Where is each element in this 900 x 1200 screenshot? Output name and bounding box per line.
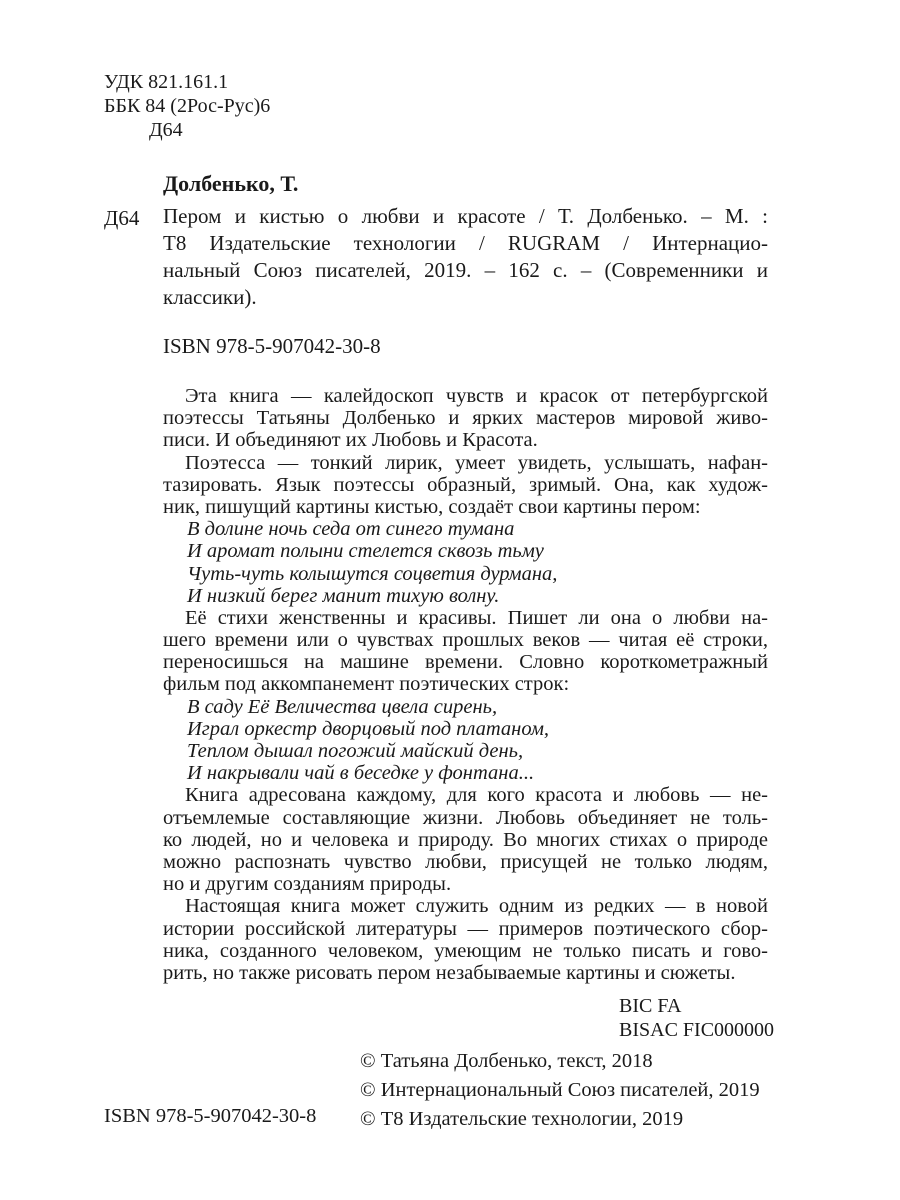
isbn-top: ISBN 978-5-907042-30-8 (163, 334, 381, 358)
poem-line: Играл оркестр дворцовый под платаном, (187, 717, 550, 740)
bib-line: Пером и кистью о любви и красоте / Т. Долбенько. – М. : (163, 204, 768, 228)
annotation-line: отъемлемые составляющие жизни. Любовь объединяет не толь- (163, 806, 768, 829)
annotation-line: но и другим созданиям природы. (163, 873, 452, 896)
annotation-line: Её стихи женственны и красивы. Пишет ли она о любви на- (185, 606, 768, 629)
bisac-code: BISAC FIC000000 (619, 1019, 775, 1041)
poem-line: В саду Её Величества цвела сирень, (187, 695, 498, 718)
annotation-line: Эта книга — калейдоскоп чувств и красок от петербургской (185, 385, 768, 407)
bbk-code: ББК 84 (2Рос-Рус)6 (104, 95, 271, 117)
annotation-line: ника, созданного человеком, умеющим не только писать и гово- (163, 939, 768, 962)
author-name: Долбенько, Т. (163, 171, 299, 196)
poem-line: В долине ночь седа от синего тумана (187, 518, 515, 541)
annotation-line: Поэтесса — тонкий лирик, умеет увидеть, услышать, нафан- (185, 451, 768, 474)
poem-line: Чуть-чуть колышутся соцветия дурмана, (187, 562, 558, 585)
annotation-line: писи. И объединяют их Любовь и Красота. (163, 429, 538, 452)
poem-line: Теплом дышал погожий майский день, (187, 740, 524, 762)
copyright-line: © Татьяна Долбенько, текст, 2018 (360, 1050, 653, 1072)
poem-line: И накрывали чай в беседке у фонтана... (187, 762, 535, 785)
annotation-line: ник, пишущий картины кистью, создаёт свои картины пером: (163, 495, 701, 518)
annotation-line: ко людей, но и человека и природу. Во многих стихах о природе (163, 828, 768, 851)
udk-code: УДК 821.161.1 (104, 71, 229, 93)
isbn-bottom: ISBN 978-5-907042-30-8 (104, 1105, 317, 1127)
bib-line: Т8 Издательские технологии / RUGRAM / Интернацио- (163, 231, 768, 255)
copyright-block (360, 1047, 760, 1134)
classification-block (104, 70, 270, 142)
annotation-line: истории российской литературы — примеров поэтического сбор- (163, 917, 768, 940)
annotation-line: тазировать. Язык поэтессы образный, зримый. Она, как худож- (163, 473, 768, 496)
annotation-line: можно распознать чувство любви, присущей не только людям, (163, 850, 768, 873)
annotation-line: Книга адресована каждому, для кого красота и любовь — не- (185, 784, 768, 807)
annotation-line: переносишься на машине времени. Словно короткометражный (163, 651, 768, 674)
subject-codes (619, 994, 774, 1042)
poem-line: И аромат полыни стелется сквозь тьму (187, 540, 544, 563)
annotation (163, 385, 768, 984)
copyright-line: © Интернациональный Союз писателей, 2019 (360, 1079, 760, 1101)
copyright-line: © Т8 Издательские технологии, 2019 (360, 1108, 684, 1130)
annotation-line: фильм под аккомпанемент поэтических строк: (163, 673, 570, 696)
author-cipher: Д64 (104, 206, 140, 230)
author-mark: Д64 (149, 119, 183, 141)
bib-line: нальный Союз писателей, 2019. – 162 с. – (Современники и (163, 258, 768, 282)
annotation-line: шего времени или о чувствах прошлых веков — читая её строки, (163, 629, 768, 652)
bic-code: BIC FA (619, 995, 682, 1017)
bib-line: классики). (163, 285, 257, 309)
annotation-line: поэтессы Татьяны Долбенько и ярких мастеров мировой живо- (163, 407, 768, 430)
annotation-line: Настоящая книга может служить одним из редких — в новой (185, 895, 768, 918)
bibliographic-description (163, 203, 768, 311)
annotation-line: рить, но также рисовать пером незабываемые картины и сюжеты. (163, 961, 736, 984)
poem-line: И низкий берег манит тихую волну. (187, 584, 500, 607)
